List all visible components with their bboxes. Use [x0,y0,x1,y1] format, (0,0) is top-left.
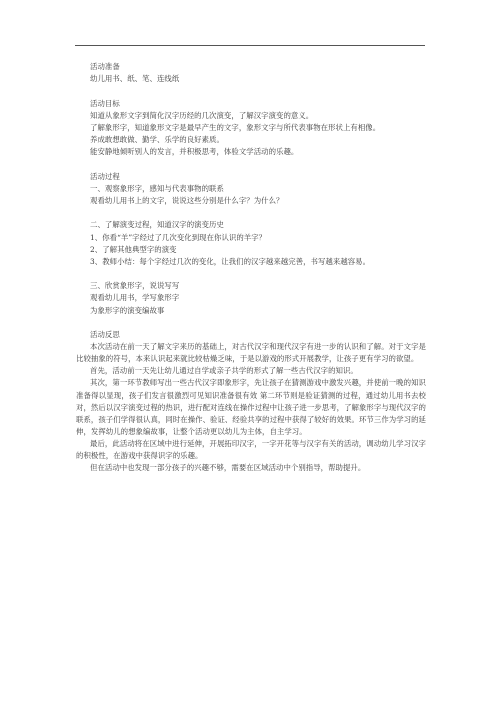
process-section-title: 二、了解演变过程，知道汉字的演变历史 [90,220,224,230]
reflection-paragraph: 首先，活动前一天先让幼儿通过自学或亲子共学的形式了解一些古代汉字的知识。 [90,366,358,376]
header-rule [75,45,425,46]
goal-item: 知道从象形文字到简化汉字历经的几次演变，了解汉字演变的意义。 [90,110,314,120]
process-section-title: 三、欣赏象形字，说说写写 [90,281,180,291]
reflection-paragraph: 但在活动中也发现一部分孩子的兴趣不够，需要在区域活动中个别指导，帮助提升。 [90,463,366,473]
reflection-paragraph: 其次，第一环节教师写出一些古代汉字即象形字，先让孩子在猜测游戏中激发兴趣，并使前一晚的知识准备得以显现，孩子们发言很激烈可见知识准备很有效 第二环节则是验证猜测的过程，通过幼儿用书去校对，然后以汉字演变过程的热识，进行配对连线在操作过程中让孩子进一步思考，了解象形字与现代汉字的联系，孩子们学得很认真，同时在操作、验证、经验共享的过程中获得了较好的效果。环节三作为学习的延伸，发挥幼儿的想象编故事，让整个活动更以幼儿为主体，自主学习。 [76,378,426,436]
process-section-line: 1、你看“羊”字经过了几次变化到现在你认识的羊字？ [90,232,267,242]
prep-text: 幼儿用书、纸、笔、连线纸 [90,74,180,84]
process-section-line: 观看幼儿用书，学写象形字 [90,293,180,303]
reflection-paragraph: 本次活动在前一天了解文字来历的基础上，对古代汉字和现代汉字有进一步的认识和了解。对于文字是比较抽象的符号，本来认识起来就比较枯燥乏味，于是以游戏的形式开展教学，让孩子更有学习的欲望。 [76,342,426,364]
process-section-line: 3、教师小结：每个字经过几次的变化，让我们的汉字越来越完善，书写越来越容易。 [90,256,371,266]
goals-heading: 活动目标 [90,98,120,108]
prep-heading: 活动准备 [90,62,120,71]
reflection-paragraph: 最后，此活动将在区域中进行延伸，开展拓印汉字，一字开花等与汉字有关的活动，调动幼儿学习汉字的积极性，在游戏中获得识字的乐趣。 [76,438,426,461]
goal-item: 能安静地倾听别人的发言，并积极思考，体验文学活动的乐趣。 [90,147,299,157]
process-section-line: 2、了解其他典型字的演变 [90,244,177,254]
document-body [76,61,426,474]
goal-item: 养成敢想敢做、勤学、乐学的良好素质。 [90,134,224,144]
process-section-line: 为象形字的演变编故事 [90,305,165,315]
process-heading: 活动过程 [90,171,120,181]
process-section-title: 一、观察象形字，感知与代表事物的联系 [90,183,224,193]
goal-item: 了解象形字，知道象形文字是最早产生的文字，象形文字与所代表事物在形状上有相像。 [90,122,381,132]
reflection-heading: 活动反思 [90,330,120,340]
process-section-line: 观看幼儿用书上的文字，说说这些分别是什么字？为什么？ [90,195,284,205]
